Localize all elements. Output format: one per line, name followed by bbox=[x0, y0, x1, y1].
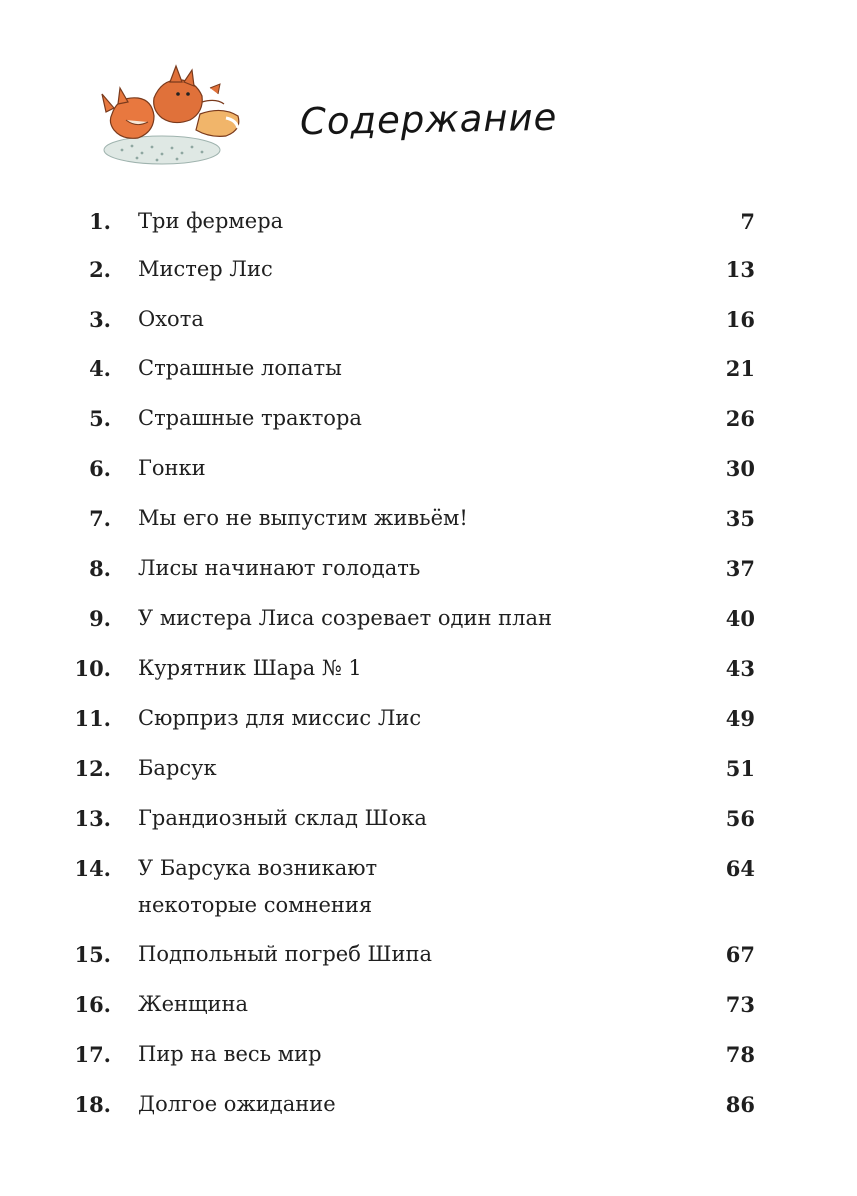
chapter-title bbox=[138, 350, 588, 387]
chapter-title bbox=[138, 850, 588, 924]
chapter-number: 2. bbox=[89, 257, 111, 282]
chapter-title bbox=[138, 650, 588, 687]
chapter-title-line: Барсук bbox=[138, 756, 217, 780]
page-number: 30 bbox=[725, 456, 755, 481]
chapter-title-line: Пир на весь мир bbox=[138, 1042, 322, 1066]
chapter-title-line: У Барсука возникают bbox=[138, 856, 378, 880]
chapter-title-line: некоторые сомнения bbox=[138, 893, 373, 917]
chapter-title bbox=[138, 550, 588, 587]
chapter-title bbox=[138, 986, 588, 1023]
chapter-title-line: Охота bbox=[138, 307, 204, 331]
chapter-title bbox=[138, 800, 588, 837]
chapter-title bbox=[138, 251, 588, 288]
page-number: 86 bbox=[725, 1092, 755, 1117]
page-number: 16 bbox=[725, 307, 755, 332]
chapter-number: 15. bbox=[74, 942, 111, 967]
chapter-title bbox=[138, 600, 588, 637]
page-number: 26 bbox=[725, 406, 755, 431]
chapter-title bbox=[138, 1036, 588, 1073]
page-number: 67 bbox=[725, 942, 755, 967]
page-number: 40 bbox=[725, 606, 755, 631]
page-number: 56 bbox=[725, 806, 755, 831]
chapter-title-line: Женщина bbox=[138, 992, 249, 1016]
page-number: 78 bbox=[725, 1042, 755, 1067]
chapter-number: 18. bbox=[74, 1092, 111, 1117]
page-number: 43 bbox=[725, 656, 755, 681]
chapter-number: 9. bbox=[89, 606, 111, 631]
chapter-number: 14. bbox=[74, 856, 111, 881]
chapter-number: 17. bbox=[74, 1042, 111, 1067]
page-number: 37 bbox=[725, 556, 755, 581]
page-number: 51 bbox=[725, 756, 755, 781]
chapter-title-line: Лисы начинают голодать bbox=[138, 556, 421, 580]
chapter-number: 5. bbox=[89, 406, 111, 431]
chapter-number: 16. bbox=[74, 992, 111, 1017]
chapter-number: 1. bbox=[89, 209, 111, 234]
page-number: 35 bbox=[725, 506, 755, 531]
chapter-number: 3. bbox=[89, 307, 111, 332]
chapter-title-line: Мы его не выпустим живьём! bbox=[138, 506, 468, 530]
chapter-title-line: Долгое ожидание bbox=[138, 1092, 336, 1116]
chapter-title bbox=[138, 500, 588, 537]
chapter-title bbox=[138, 1086, 588, 1123]
page-number: 7 bbox=[740, 209, 755, 234]
page-number: 13 bbox=[725, 257, 755, 282]
chapter-title-line: Гонки bbox=[138, 456, 206, 480]
chapter-number: 7. bbox=[89, 506, 111, 531]
chapter-number: 11. bbox=[74, 706, 111, 731]
chapter-title-line: Грандиозный склад Шока bbox=[138, 806, 427, 830]
chapter-number: 13. bbox=[74, 806, 111, 831]
chapter-number: 4. bbox=[89, 356, 111, 381]
page-title: Содержание bbox=[299, 95, 558, 144]
chapter-number: 6. bbox=[89, 456, 111, 481]
chapter-title-line: Курятник Шара № 1 bbox=[138, 656, 362, 680]
chapter-title-line: Три фермера bbox=[138, 209, 284, 233]
chapter-title bbox=[138, 936, 588, 973]
chapter-title bbox=[138, 450, 588, 487]
chapter-title bbox=[138, 203, 588, 240]
chapter-number: 12. bbox=[74, 756, 111, 781]
chapter-title-line: Мистер Лис bbox=[138, 257, 273, 281]
chapter-title bbox=[138, 750, 588, 787]
chapter-title-line: Подпольный погреб Шипа bbox=[138, 942, 432, 966]
page-number: 21 bbox=[725, 356, 755, 381]
chapter-title-line: Сюрприз для миссис Лис bbox=[138, 706, 422, 730]
chapter-number: 8. bbox=[89, 556, 111, 581]
chapter-title-line: Страшные лопаты bbox=[138, 356, 342, 380]
page-number: 49 bbox=[725, 706, 755, 731]
page-number: 64 bbox=[725, 856, 755, 881]
chapter-title-line: У мистера Лиса созревает один план bbox=[138, 606, 552, 630]
page-number: 73 bbox=[725, 992, 755, 1017]
chapter-title bbox=[138, 400, 588, 437]
chapter-title bbox=[138, 700, 588, 737]
chapter-number: 10. bbox=[74, 656, 111, 681]
chapter-title-line: Страшные трактора bbox=[138, 406, 362, 430]
chapter-title bbox=[138, 301, 588, 338]
